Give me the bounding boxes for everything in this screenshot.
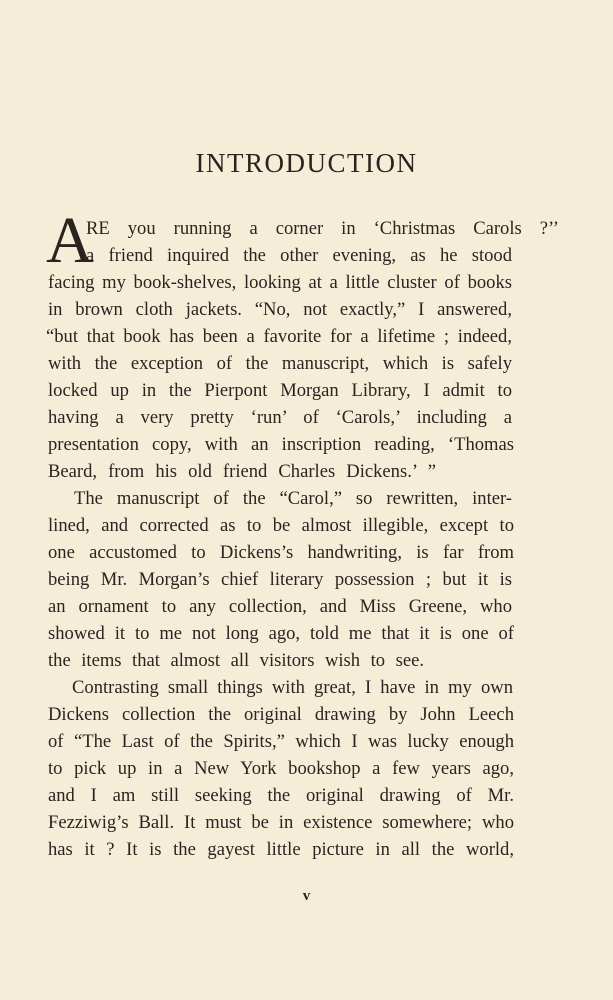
text-line: the items that almost all visitors wish to see.: [48, 650, 424, 671]
page-title: INTRODUCTION: [195, 148, 418, 178]
text-line: one accustomed to Dickens’s handwriting, is far from: [48, 542, 514, 563]
text-line: facing my book-shelves, looking at a little cluster of books: [48, 272, 512, 293]
text-line: lined, and corrected as to be almost illegible, except to: [48, 515, 514, 536]
text-line: of “The Last of the Spirits,” which I was lucky enough: [48, 731, 514, 752]
text-line: locked up in the Pierpont Morgan Library, I admit to: [48, 380, 512, 401]
text-line: has it ? It is the gayest little picture in all the world,: [48, 839, 514, 860]
drop-cap: A: [46, 204, 94, 277]
text-line: Dickens collection the original drawing by John Leech: [48, 704, 514, 725]
text-line: Contrasting small things with great, I have in my own: [72, 677, 513, 698]
text-line: “but that book has been a favorite for a lifetime ; indeed,: [46, 326, 512, 347]
text-line: and I am still seeking the original drawing of Mr.: [48, 785, 514, 806]
text-line: with the exception of the manuscript, which is safely: [48, 353, 512, 374]
text-line: being Mr. Morgan’s chief literary possession ; but it is: [48, 569, 512, 590]
text-line: RE you running a corner in ‘Christmas Carols ?’’: [86, 218, 559, 239]
text-line: showed it to me not long ago, told me that it is one of: [48, 623, 514, 644]
page-number: v: [302, 888, 311, 904]
text-line: Beard, from his old friend Charles Dickens.’ ”: [48, 461, 436, 482]
text-line: The manuscript of the “Carol,” so rewritten, inter-: [74, 488, 512, 509]
text-line: in brown cloth jackets. “No, not exactly,” I answered,: [48, 299, 512, 320]
text-line: Fezziwig’s Ball. It must be in existence somewhere; who: [48, 812, 514, 833]
text-line: to pick up in a New York bookshop a few years ago,: [48, 758, 514, 779]
text-line: an ornament to any collection, and Miss Greene, who: [48, 596, 512, 617]
text-line: presentation copy, with an inscription reading, ‘Thomas: [48, 434, 514, 455]
text-line: a friend inquired the other evening, as he stood: [86, 245, 512, 266]
text-line: having a very pretty ‘run’ of ‘Carols,’ including a: [48, 407, 512, 428]
